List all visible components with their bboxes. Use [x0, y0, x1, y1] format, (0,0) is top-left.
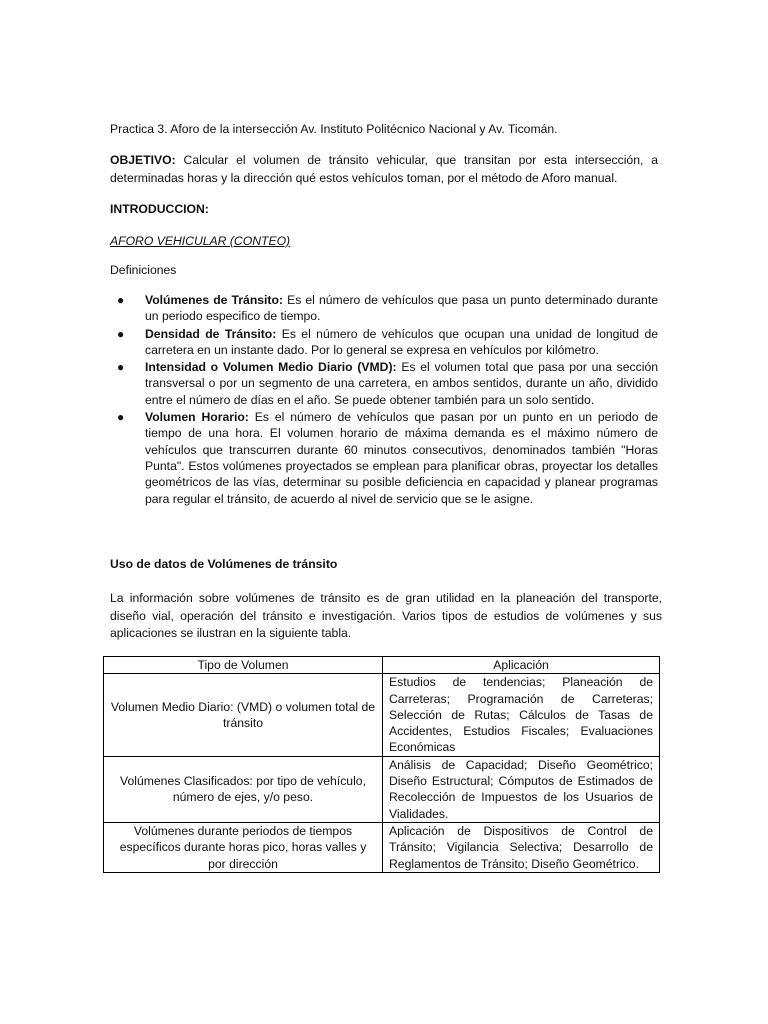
definitions-list: [110, 292, 658, 508]
table-row: [104, 756, 660, 822]
bullet-icon: ●: [117, 326, 125, 341]
objective-paragraph: [110, 152, 658, 187]
definition-text: Es el número de vehículos que pasa un punto determinado durante un periodo especifico de tiempo.: [145, 293, 659, 324]
table-row: [104, 674, 660, 756]
volume-table: [103, 656, 660, 873]
objective-label: OBJETIVO:: [110, 153, 176, 167]
table-cell-aplicacion: Análisis de Capacidad; Diseño Geométrico; Diseño Estructural; Cómputos de Estimados de Recolección de Impuestos de los Usuarios de Vialidades.: [383, 756, 660, 822]
table-cell-tipo: Volumen Medio Diario: (VMD) o volumen total de tránsito: [104, 674, 383, 756]
uso-heading-text: Uso de datos de Volúmenes de tránsito: [110, 557, 338, 571]
table-cell-aplicacion: Estudios de tendencias; Planeación de Carreteras; Programación de Carreteras; Selección de Rutas; Cálculos de Tasas de Accidentes, Estudios Fiscales; Evaluaciones Económicas: [383, 674, 660, 756]
definition-text: Es el volumen total que pasa por una sección transversal o por un segmento de una carretera, en ambos sentidos, durante un año, dividido entre el número de días en el año. Se puede obtener también para un solo sentido.: [145, 360, 658, 407]
table-cell-tipo: Volúmenes Clasificados: por tipo de vehículo, número de ejes, y/o peso.: [104, 756, 383, 822]
uso-heading: [110, 556, 658, 574]
table-header-aplicacion: Aplicación: [383, 657, 660, 674]
uso-paragraph: La información sobre volúmenes de tránsito es de gran utilidad en la planeación del transporte, diseño vial, operación del tránsito e investigación. Varios tipos de estudios de volúmenes y sus aplicaciones se ilustran en la siguiente tabla.: [110, 591, 662, 640]
definition-item: [110, 326, 658, 359]
bullet-icon: ●: [117, 293, 125, 307]
bullet-icon: ●: [117, 410, 125, 425]
page-title: Practica 3. Aforo de la intersección Av. Instituto Politécnico Nacional y Av. Ticomán.: [110, 122, 558, 136]
objective-text: Calcular el volumen de tránsito vehicular, que transitan por esta intersección, a determinadas horas y la dirección qué estos vehículos toman, por el método de Aforo manual.: [110, 153, 658, 185]
table-cell-tipo: Volúmenes durante periodos de tiempos específicos durante horas pico, horas valles y por dirección: [104, 822, 383, 872]
table-cell-aplicacion: Aplicación de Dispositivos de Control de Tránsito; Vigilancia Selectiva; Desarrollo de Reglamentos de Tránsito; Diseño Geométrico.: [383, 822, 660, 872]
table-row: [104, 822, 660, 872]
bullet-icon: ●: [117, 360, 125, 375]
section-title: [110, 233, 658, 251]
definition-item: [110, 292, 658, 325]
definitions-heading: Definiciones: [110, 263, 177, 277]
intro-heading-text: INTRODUCCION:: [110, 202, 209, 216]
definition-text: Es el número de vehículos que pasan por un punto en un periodo de tiempo de una hora. El volumen horario de máxima demanda es el máximo número de vehículos que transcurren durante 60 minutos consecutivos, denominados también "Horas Punta". Estos volúmenes proyectados se emplean para planificar obras, proyectar los detalles geométricos de las vías, determinar su posible deficiencia en capacidad y planear programas para regular el tránsito, de acuerdo al nivel de servicio que se le asigne.: [145, 410, 659, 506]
definition-text: Es el número de vehículos que ocupan una unidad de longitud de carretera en un instante dado. Por lo general se expresa en vehículos por kilómetro.: [145, 326, 658, 357]
table-header-tipo: Tipo de Volumen: [104, 657, 383, 674]
definition-item: [110, 359, 658, 408]
intro-heading: [110, 201, 658, 219]
definition-term: Volumen Horario:: [145, 410, 249, 425]
definition-term: Volúmenes de Tránsito:: [145, 293, 283, 307]
table-header-row: [104, 657, 660, 674]
section-title-text: AFORO VEHICULAR (CONTEO): [110, 234, 291, 248]
definition-item: [110, 409, 658, 507]
definition-term: Intensidad o Volumen Medio Diario (VMD):: [145, 360, 397, 375]
definition-term: Densidad de Tránsito:: [145, 326, 277, 341]
